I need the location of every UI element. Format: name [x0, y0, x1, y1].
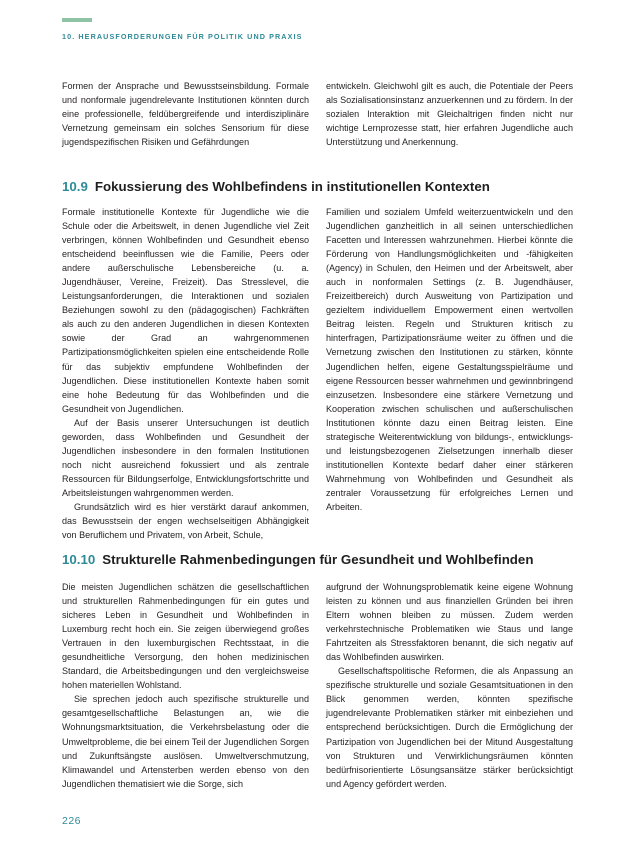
section-heading-10-9	[62, 179, 582, 194]
section-number: 10.9	[62, 179, 88, 194]
section-heading-10-10	[62, 552, 582, 567]
paragraph: Formale institutionelle Kontexte für Jugendliche wie die Schule oder die Arbeitswelt, in denen Jugendliche viel Zeit verbringen, können Wohlbefinden und Gesundheit ebenso entscheidend beeinflussen wie die Familie, Peers oder andere außerschulische Lebensbereiche (u. a. Jugendhäuser, Vereine, Freizeit). Das Stresslevel, die Leistungsanforderungen, die Interaktionen und sozialen Beziehungen sowohl zu den (pädagogischen) Fachkräften als auch zu den anderen Jugendlichen in diesen Kontexten sowie der Grad an wahrgenommenen Partizipationsmöglichkeiten spielen eine entscheidende Rolle für das subjektiv empfundene Wohlbefinden der Jugendlichen. Diese institutionellen Kontexte haben somit eine hohe Bedeutung für das Wohlbefinden und die Gesundheit von Jugendlichen.	[62, 207, 309, 414]
paragraph: entwickeln. Gleichwohl gilt es auch, die Potentiale der Peers als Sozialisationsinstanz anzuerkennen und zu fördern. In der sozialen Interaktion mit Gleichaltrigen finden nicht nur wichtige Lernprozesse statt, hier erfahren Jugendliche auch Unterstützung und Anerkennung.	[326, 81, 573, 148]
section-10-10-right-column	[326, 580, 573, 791]
intro-right-column	[326, 79, 573, 149]
section-title: Strukturelle Rahmenbedingungen für Gesundheit und Wohlbefinden	[102, 552, 534, 567]
paragraph: Auf der Basis unserer Untersuchungen ist deutlich geworden, dass Wohlbefinden und Gesundheit der Jugendlichen insbesondere in den formalen Institutionen noch nicht ausreichend fokussiert und als zentrale Ressourcen für Bildungserfolge, Entwicklungsfortschritte und Arbeitsleistungen wahrgenommen werden.	[62, 417, 309, 498]
section-title: Fokussierung des Wohlbefindens in institutionellen Kontexten	[94, 179, 490, 194]
paragraph: Familien und sozialem Umfeld weiterzuentwickeln und den Jugendlichen ganzheitlich in all seinen unterschiedlichen Facetten und Interessen wahrzunehmen. Hierbei könnte die Förderung von Handlungsmöglichkeiten und -fähigkeiten (Agency) in Schulen, den Heimen und der Arbeitswelt, aber auch in nonformalen Settings (z. B. Jugendhäuser, Freizeitbereich) durch Ausweitung von Partizipation und gezieltem individuellem Empowerment einen wertvollen Beitrag leisten. Regeln und Strukturen kritisch zu hinterfragen, Partizipationsräume weiter zu öffnen und die Vernetzung zwischen den Institutionen zu stärken, könnte Jugendlichen helfen, eigene Gestaltungsspielräume und eigene Ressourcen besser wahrnehmen und gewinnbringend einzusetzen. Insbesondere eine stärkere Vernetzung und Kooperation zwischen schulischen und außerschulischen Institutionen könnte dazu einen Beitrag leisten. Eine strategische Weiterentwicklung von bildungs-, entwicklungs- und leistungsbezogenen Zielsetzungen innerhalb dieser institutionellen Kontexte bedarf daher einer stärkeren Wahrnehmung von Wohlbefinden und Gesundheit als zentraler Voraussetzung für erfolgreiches Lernen und Arbeiten.	[326, 207, 573, 512]
paragraph: Formen der Ansprache und Bewusstseinsbildung. Formale und nonformale jugendrelevante Institutionen könnten durch eine professionelle, feldübergreifende und interdisziplinäre Vernetzung gemeinsam ein solches Sensorium für diese jugendspezifischen Risiken und Gefährdungen	[62, 81, 309, 148]
section-10-9-right-column	[326, 205, 573, 542]
paragraph: Die meisten Jugendlichen schätzen die gesellschaftlichen und strukturellen Rahmenbedingungen für ein gutes und sicheres Leben in Gesundheit und Wohlbefinden in Luxemburg recht hoch ein. Sie zeigen überwiegend großes Vertrauen in den luxemburgischen Rechtsstaat, in die gesundheitliche Versorgung, den hohen medizinischen Standard, die Arbeitsbedingungen und den vergleichsweise hohen materiellen Wohlstand.	[62, 582, 309, 691]
running-head: 10. HERAUSFORDERUNGEN FÜR POLITIK UND PRAXIS	[62, 32, 303, 41]
paragraph: Grundsätzlich wird es hier verstärkt darauf ankommen, das Bewusstsein der engen wechselseitigen Abhängigkeit von Beruflichem und Privatem, von Arbeit, Schule,	[62, 501, 309, 541]
section-10-10-left-column	[62, 580, 309, 791]
paragraph: Gesellschaftspolitische Reformen, die als Anpassung an spezifische strukturelle und soziale Gesamtsituationen in den Blick genommen werden, könnten spezifische jugendrelevante Problematiken stärker mit einbeziehen und entsprechend berücksichtigen. Durch die Ermöglichung der Partizipation von Jugendlichen bei der Mitund Ausgestaltung von Strukturen und Verwirklichungsräumen könnten bedürfnisorientierte Lösungsansätze stärker berücksichtigt und Agency gefördert werden.	[326, 666, 573, 789]
page-number: 226	[62, 815, 82, 827]
section-10-9-columns	[62, 205, 573, 542]
section-number: 10.10	[62, 552, 96, 567]
paragraph: aufgrund der Wohnungsproblematik keine eigene Wohnung leisten zu können und aus finanziellen Gründen bei ihren Eltern wohnen bleiben zu müssen. Zudem werden verkehrstechnische Problematiken wie Staus und lange Fahrtzeiten als Stressfaktoren benannt, die sich negativ auf das Wohlbefinden auswirken.	[326, 582, 573, 663]
header-accent-bar	[62, 18, 92, 22]
paragraph: Sie sprechen jedoch auch spezifische strukturelle und gesamtgesellschaftliche Belastungen an, wie die Wohnungsmarktsituation, die Verkehrsbelastung oder die Umweltprobleme, die bei einem Teil der Jugendlichen Sorgen und Zukunftsängste auslösen. Umweltverschmutzung, Klimawandel und Artensterben werden ebenso von den Jugendlichen thematisiert wie die Sorge, sich	[62, 694, 309, 789]
intro-columns	[62, 79, 573, 149]
intro-left-column	[62, 79, 309, 149]
section-10-9-left-column	[62, 205, 309, 542]
section-10-10-columns	[62, 580, 573, 791]
